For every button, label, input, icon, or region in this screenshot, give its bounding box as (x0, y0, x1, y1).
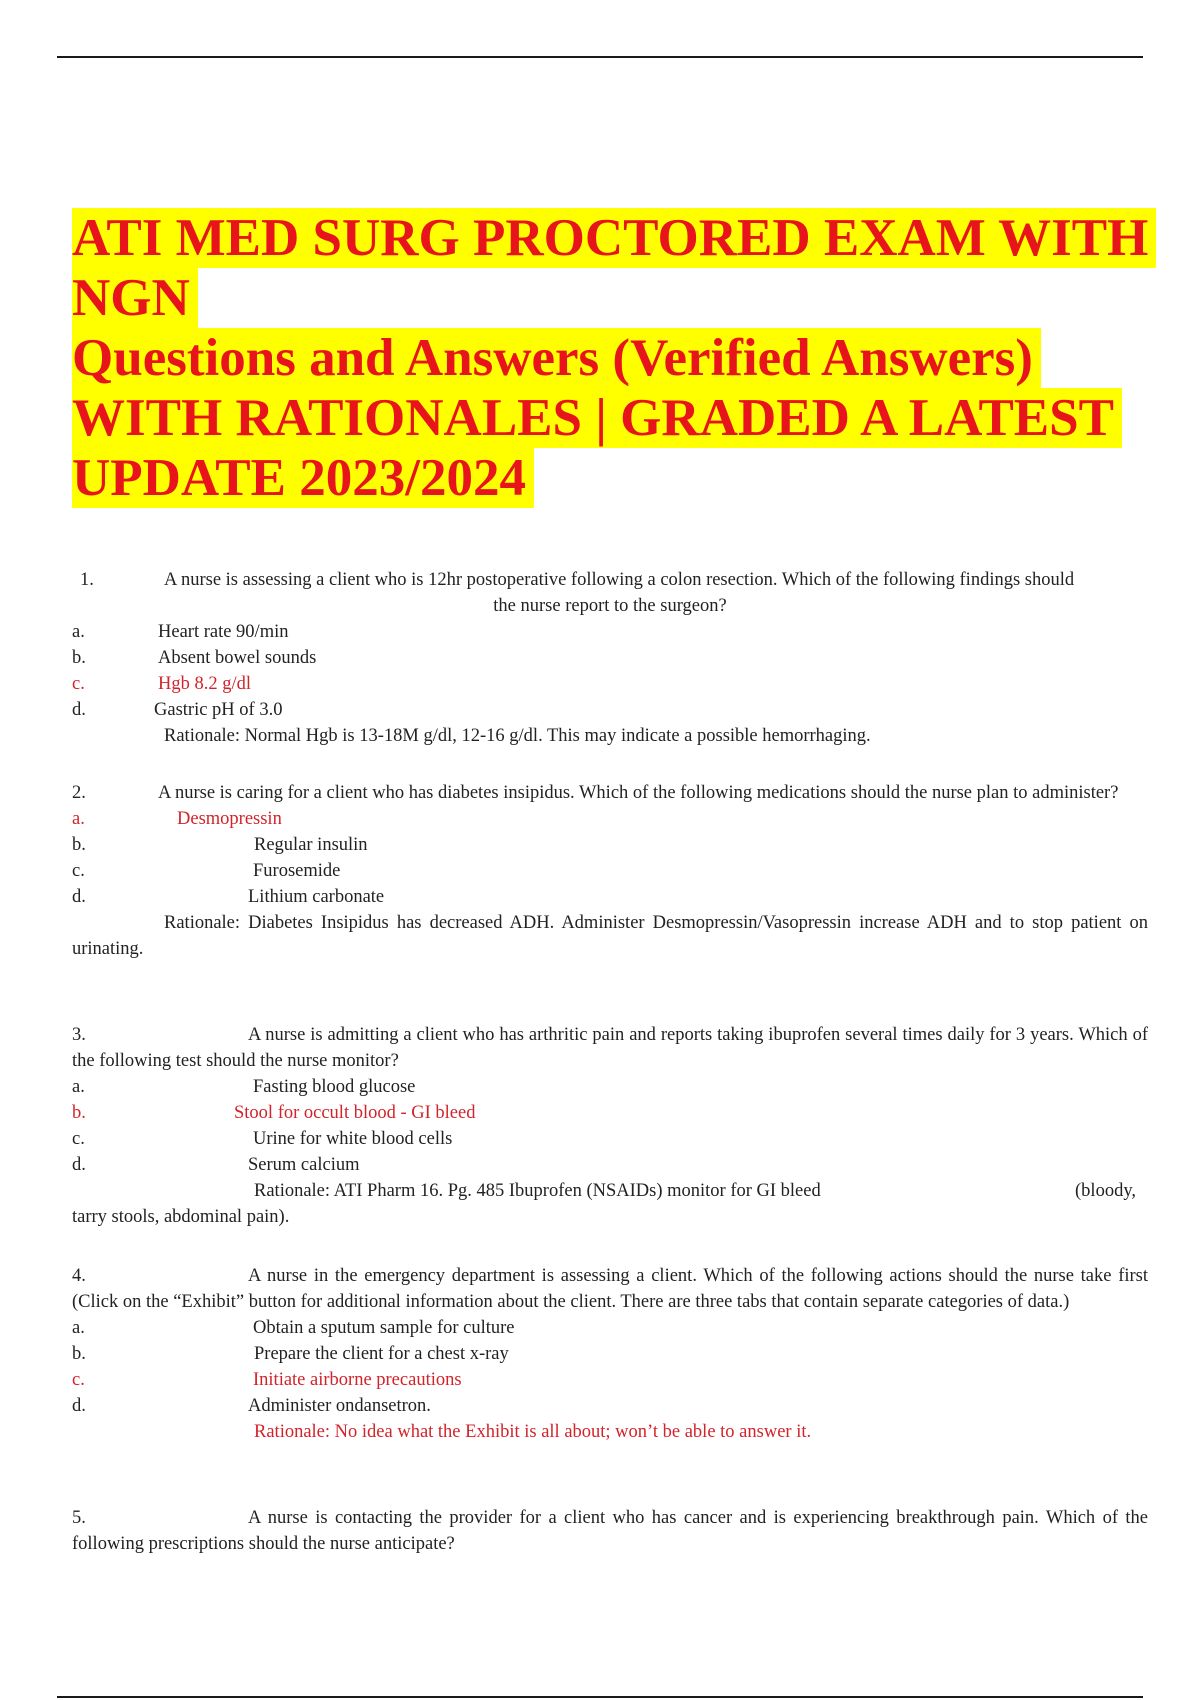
rationale: Rationale: No idea what the Exhibit is all about; won’t be able to answer it. (254, 1422, 812, 1442)
question-number: 1. (80, 570, 94, 590)
correct-option-text: Desmopressin (177, 809, 282, 829)
option-label: b. (72, 1103, 86, 1123)
title-line-5: UPDATE 2023/2024 (72, 448, 534, 508)
option-label: c. (72, 1370, 85, 1390)
rationale-cont: (bloody, (1075, 1181, 1136, 1201)
option-text: Heart rate 90/min (158, 622, 289, 642)
question-stem: A nurse in the emergency department is assessing a client. Which of the following actions should the nurse take first (Click on the “Exhibit” button for additional information about the client. There are three tabs that contain separate categories of data.) (72, 1266, 1148, 1312)
option-label: c. (72, 861, 85, 881)
option-label: d. (72, 700, 86, 720)
question-1 (72, 567, 1148, 749)
question-stem: A nurse is admitting a client who has arthritic pain and reports taking ibuprofen several times daily for 3 years. Which of the following test should the nurse monitor? (72, 1025, 1148, 1071)
option-label: b. (72, 1344, 86, 1364)
option-text: Lithium carbonate (248, 887, 385, 907)
question-number: 2. (72, 783, 86, 803)
question-number: 3. (72, 1025, 86, 1045)
option-label: a. (72, 622, 85, 642)
question-stem: A nurse is contacting the provider for a client who has cancer and is experiencing breakthrough pain. Which of the following prescriptions should the nurse anticipate? (72, 1508, 1148, 1554)
option-text: Gastric pH of 3.0 (154, 700, 283, 720)
question-3 (72, 1022, 1148, 1230)
question-number: 5. (72, 1508, 86, 1528)
option-text: Regular insulin (254, 835, 368, 855)
question-stem-cont: the nurse report to the surgeon? (493, 596, 727, 616)
option-text: Fasting blood glucose (253, 1077, 416, 1097)
question-stem: A nurse is assessing a client who is 12hr postoperative following a colon resection. Which of the following findings should (164, 570, 1075, 590)
option-label: c. (72, 1129, 85, 1149)
correct-option-text: Initiate airborne precautions (253, 1370, 462, 1390)
rationale: Rationale: Diabetes Insipidus has decreased ADH. Administer Desmopressin/Vasopressin increase ADH and to stop patient on urinating. (72, 913, 1148, 959)
title-line-3: Questions and Answers (Verified Answers) (72, 328, 1041, 388)
question-4 (72, 1263, 1148, 1445)
option-label: a. (72, 809, 85, 829)
question-5 (72, 1505, 1148, 1557)
option-text: Absent bowel sounds (158, 648, 317, 668)
option-label: a. (72, 1077, 85, 1097)
option-text: Prepare the client for a chest x-ray (254, 1344, 509, 1364)
option-text: Furosemide (253, 861, 341, 881)
title-line-2: NGN (72, 268, 198, 328)
correct-option-text: Hgb 8.2 g/dl (158, 674, 252, 694)
question-stem: A nurse is caring for a client who has diabetes insipidus. Which of the following medications should the nurse plan to administer? (158, 783, 1119, 803)
rationale: Rationale: Normal Hgb is 13-18M g/dl, 12-16 g/dl. This may indicate a possible hemorrhaging. (164, 726, 871, 746)
option-label: d. (72, 887, 86, 907)
rationale: Rationale: ATI Pharm 16. Pg. 485 Ibuprofen (NSAIDs) monitor for GI bleed (254, 1181, 821, 1201)
option-label: d. (72, 1155, 86, 1175)
bottom-rule (57, 1696, 1143, 1698)
question-2 (72, 780, 1148, 962)
correct-option-text: Stool for occult blood - GI bleed (234, 1103, 476, 1123)
option-label: a. (72, 1318, 85, 1338)
top-rule (57, 56, 1143, 58)
option-label: d. (72, 1396, 86, 1416)
option-text: Serum calcium (248, 1155, 360, 1175)
title-line-1: ATI MED SURG PROCTORED EXAM WITH (72, 208, 1156, 268)
question-number: 4. (72, 1266, 86, 1286)
title-line-4: WITH RATIONALES | GRADED A LATEST (72, 388, 1122, 448)
option-label: c. (72, 674, 85, 694)
option-label: b. (72, 835, 86, 855)
document-title (72, 208, 1172, 508)
option-text: Obtain a sputum sample for culture (253, 1318, 515, 1338)
rationale-cont: tarry stools, abdominal pain). (72, 1207, 290, 1227)
option-text: Urine for white blood cells (253, 1129, 453, 1149)
option-text: Administer ondansetron. (248, 1396, 431, 1416)
option-label: b. (72, 648, 86, 668)
